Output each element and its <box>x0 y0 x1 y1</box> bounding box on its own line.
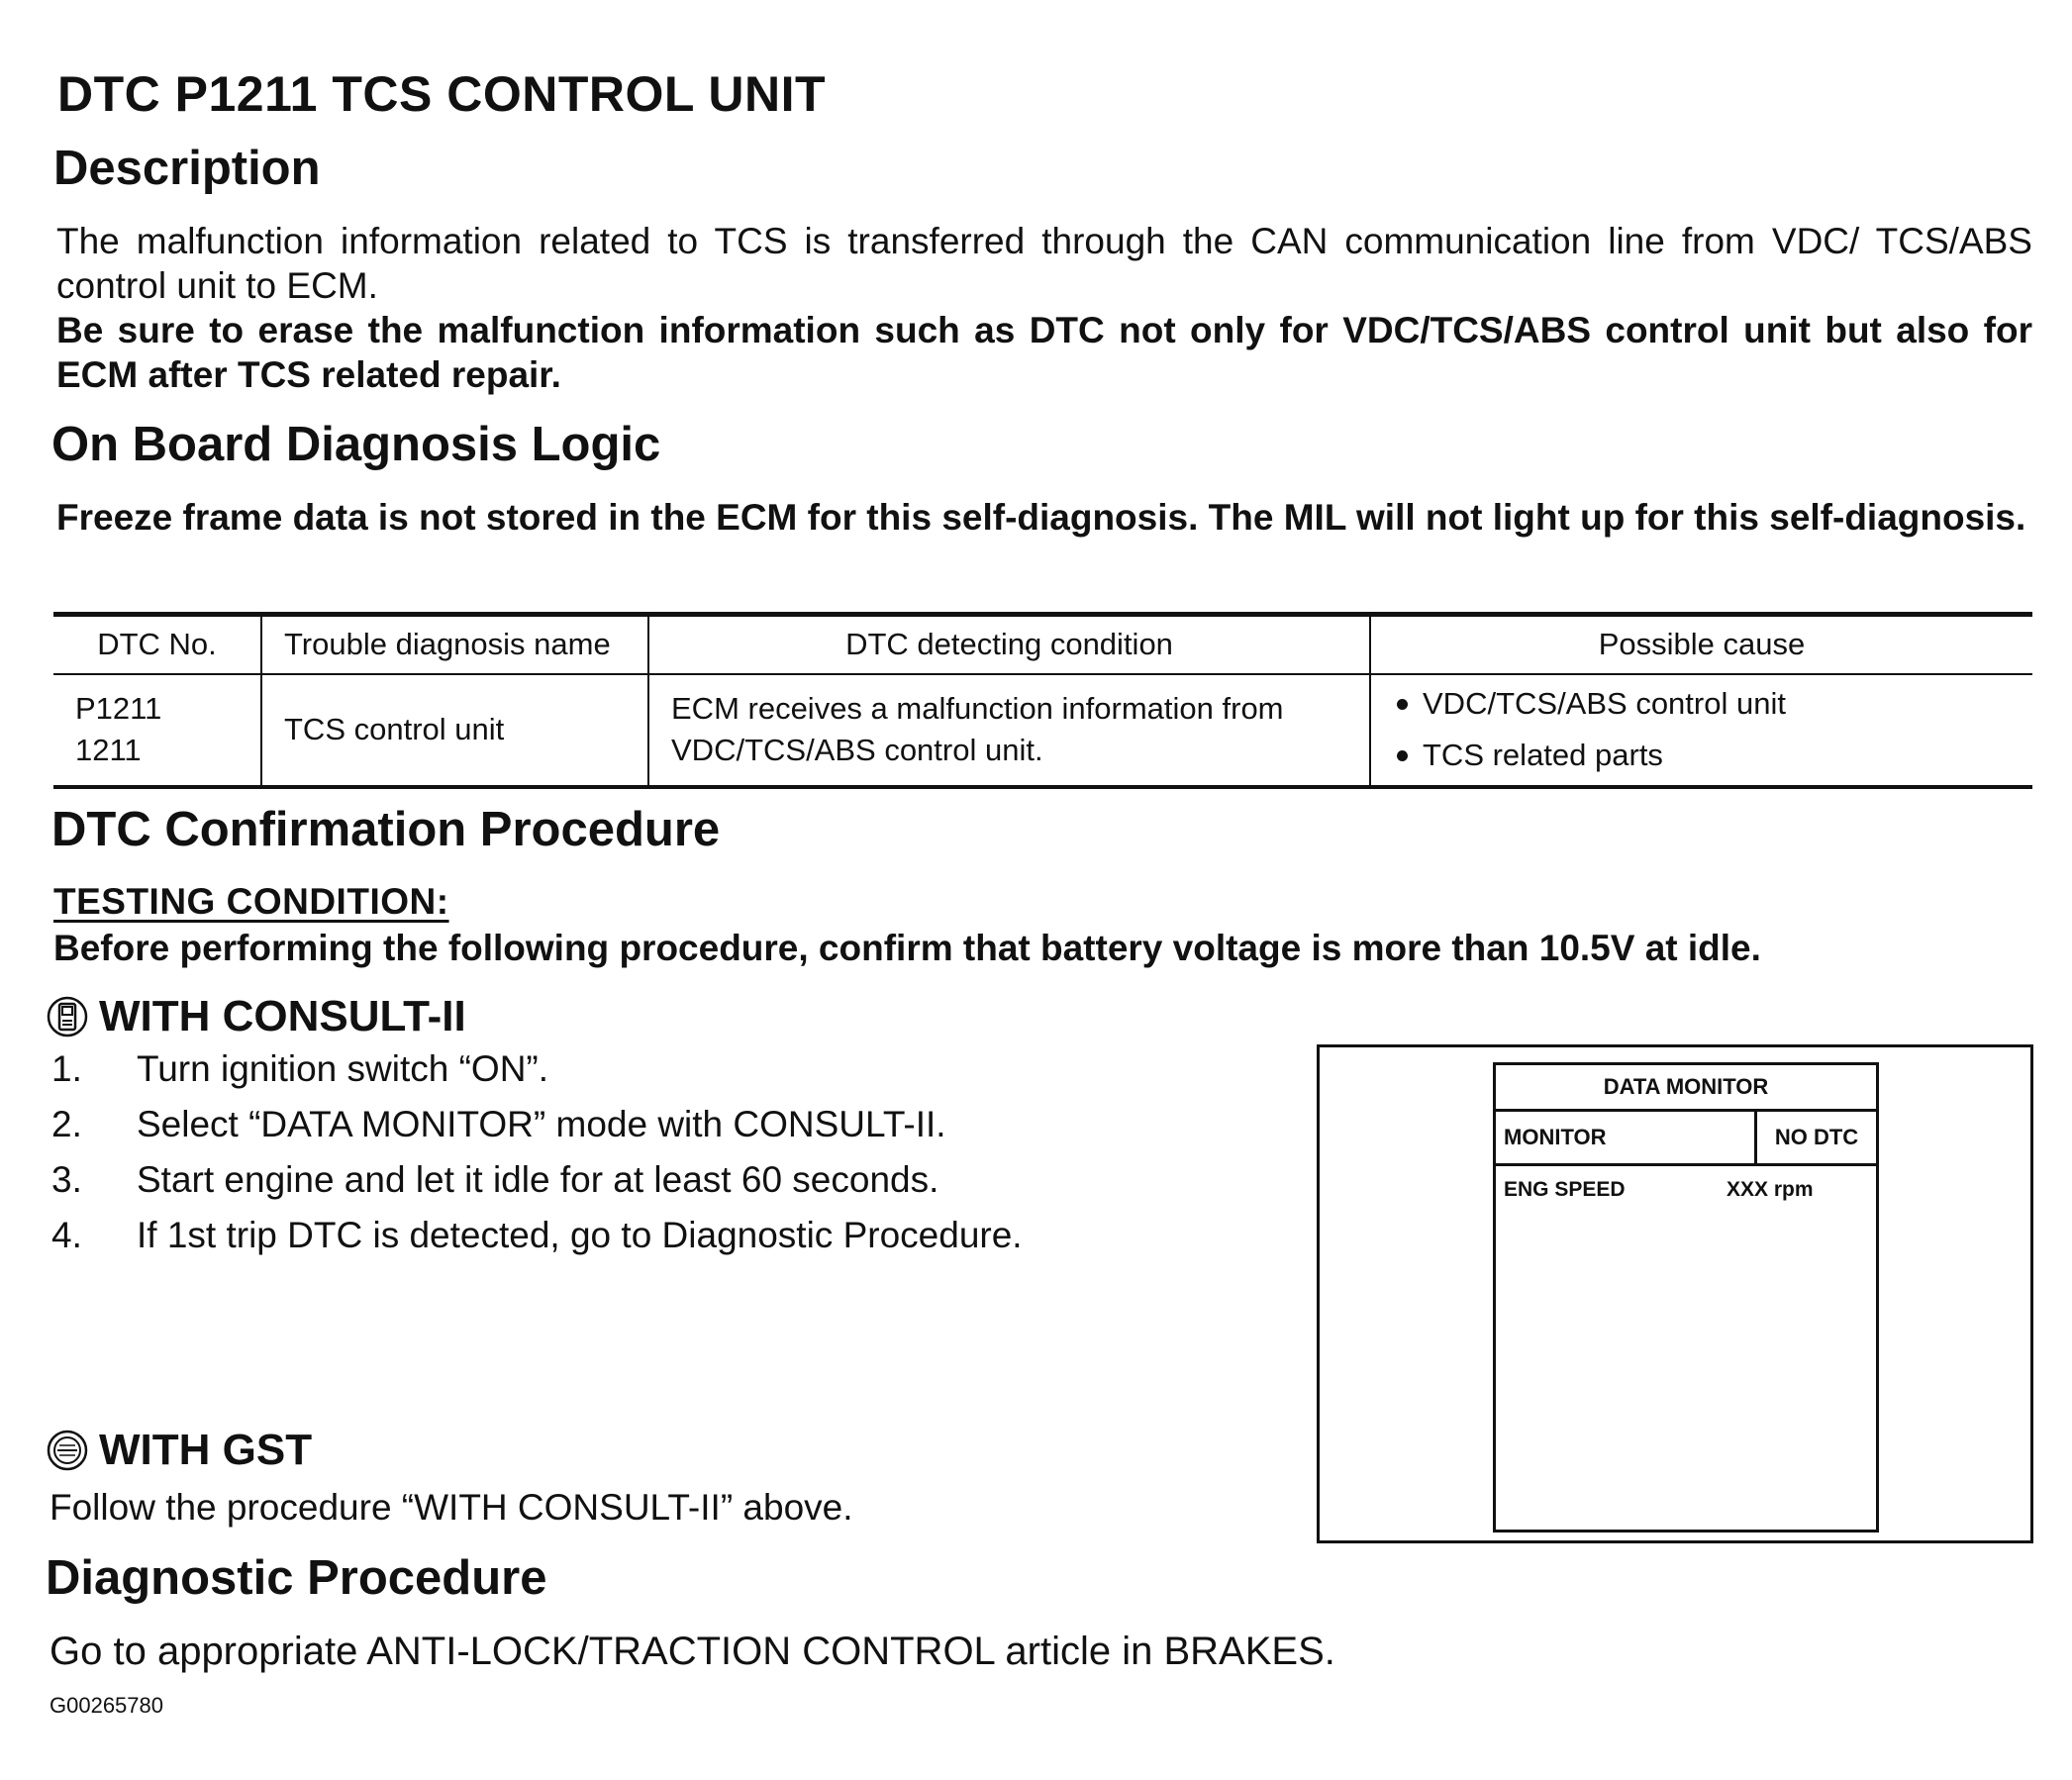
data-monitor-item <box>1496 1166 1876 1202</box>
gst-tool-icon <box>46 1429 89 1472</box>
list-item <box>44 1152 1023 1208</box>
consult-steps <box>44 1041 1023 1263</box>
item-name: ENG SPEED <box>1504 1178 1626 1201</box>
header-dtc-no: DTC No. <box>53 615 261 674</box>
page-title: DTC P1211 TCS CONTROL UNIT <box>57 66 827 122</box>
step-number: 2. <box>51 1104 82 1144</box>
dtc-table <box>53 612 2032 789</box>
step-text: Select “DATA MONITOR” mode with CONSULT-II. <box>137 1104 946 1144</box>
item-value: XXX rpm <box>1727 1178 1814 1201</box>
figure-code: G00265780 <box>49 1693 163 1718</box>
header-possible-cause: Possible cause <box>1370 615 2032 674</box>
list-item: TCS related parts <box>1391 730 2019 781</box>
description-text: The malfunction information related to TCS is transferred through the CAN communication line from VDC/ TCS/ABS control unit to ECM. <box>56 221 2032 306</box>
data-monitor-title: DATA MONITOR <box>1496 1065 1876 1112</box>
obd-logic-note: Freeze frame data is not stored in the ECM for this self-diagnosis. The MIL will not light up for this self-diagnosis. <box>56 497 2026 538</box>
list-item <box>44 1208 1023 1263</box>
cell-detecting-condition: ECM receives a malfunction information from VDC/TCS/ABS control unit. <box>648 674 1370 787</box>
header-detecting-condition: DTC detecting condition <box>648 615 1370 674</box>
step-text: Turn ignition switch “ON”. <box>137 1048 549 1089</box>
cell-trouble-name: TCS control unit <box>261 674 648 787</box>
gst-text: Follow the procedure “WITH CONSULT-II” above. <box>49 1487 853 1528</box>
dtc-number: 1211 <box>75 733 142 767</box>
confirmation-heading: DTC Confirmation Procedure <box>51 803 721 856</box>
testing-condition-label: TESTING CONDITION: <box>53 881 449 922</box>
data-monitor-screen <box>1493 1062 1879 1533</box>
testing-condition-text: Before performing the following procedure, confirm that battery voltage is more than 10.5V at idle. <box>53 928 1761 968</box>
data-monitor-figure <box>1317 1044 2033 1543</box>
obd-logic-heading: On Board Diagnosis Logic <box>51 418 661 471</box>
monitor-label: MONITOR <box>1496 1112 1757 1163</box>
list-item <box>44 1041 1023 1097</box>
step-text: Start engine and let it idle for at least 60 seconds. <box>137 1159 939 1200</box>
table-row <box>53 674 2032 787</box>
data-monitor-status-row <box>1496 1112 1876 1166</box>
consult-tool-icon <box>46 995 89 1038</box>
header-trouble-name: Trouble diagnosis name <box>261 615 648 674</box>
table-header-row <box>53 615 2032 674</box>
list-item: VDC/TCS/ABS control unit <box>1391 678 2019 730</box>
step-number: 4. <box>51 1215 82 1255</box>
description-heading: Description <box>53 142 321 195</box>
step-text: If 1st trip DTC is detected, go to Diagnostic Procedure. <box>137 1215 1023 1255</box>
cell-dtc-no <box>53 674 261 787</box>
dtc-status: NO DTC <box>1774 1125 1859 1149</box>
gst-heading <box>46 1426 312 1475</box>
consult-heading <box>46 992 466 1041</box>
description-note: Be sure to erase the malfunction information such as DTC not only for VDC/TCS/ABS control unit but also for ECM after TCS related repair. <box>56 310 2032 395</box>
list-item <box>44 1097 1023 1152</box>
diagnostic-text: Go to appropriate ANTI-LOCK/TRACTION CONTROL article in BRAKES. <box>49 1630 1335 1673</box>
step-number: 1. <box>51 1048 82 1089</box>
diagnostic-heading: Diagnostic Procedure <box>46 1551 547 1605</box>
gst-heading-label: WITH GST <box>99 1426 313 1474</box>
cause-list <box>1391 678 2019 781</box>
cell-possible-cause <box>1370 674 2032 787</box>
consult-heading-label: WITH CONSULT-II <box>99 992 466 1040</box>
step-number: 3. <box>51 1159 82 1200</box>
dtc-code: P1211 <box>75 691 162 726</box>
